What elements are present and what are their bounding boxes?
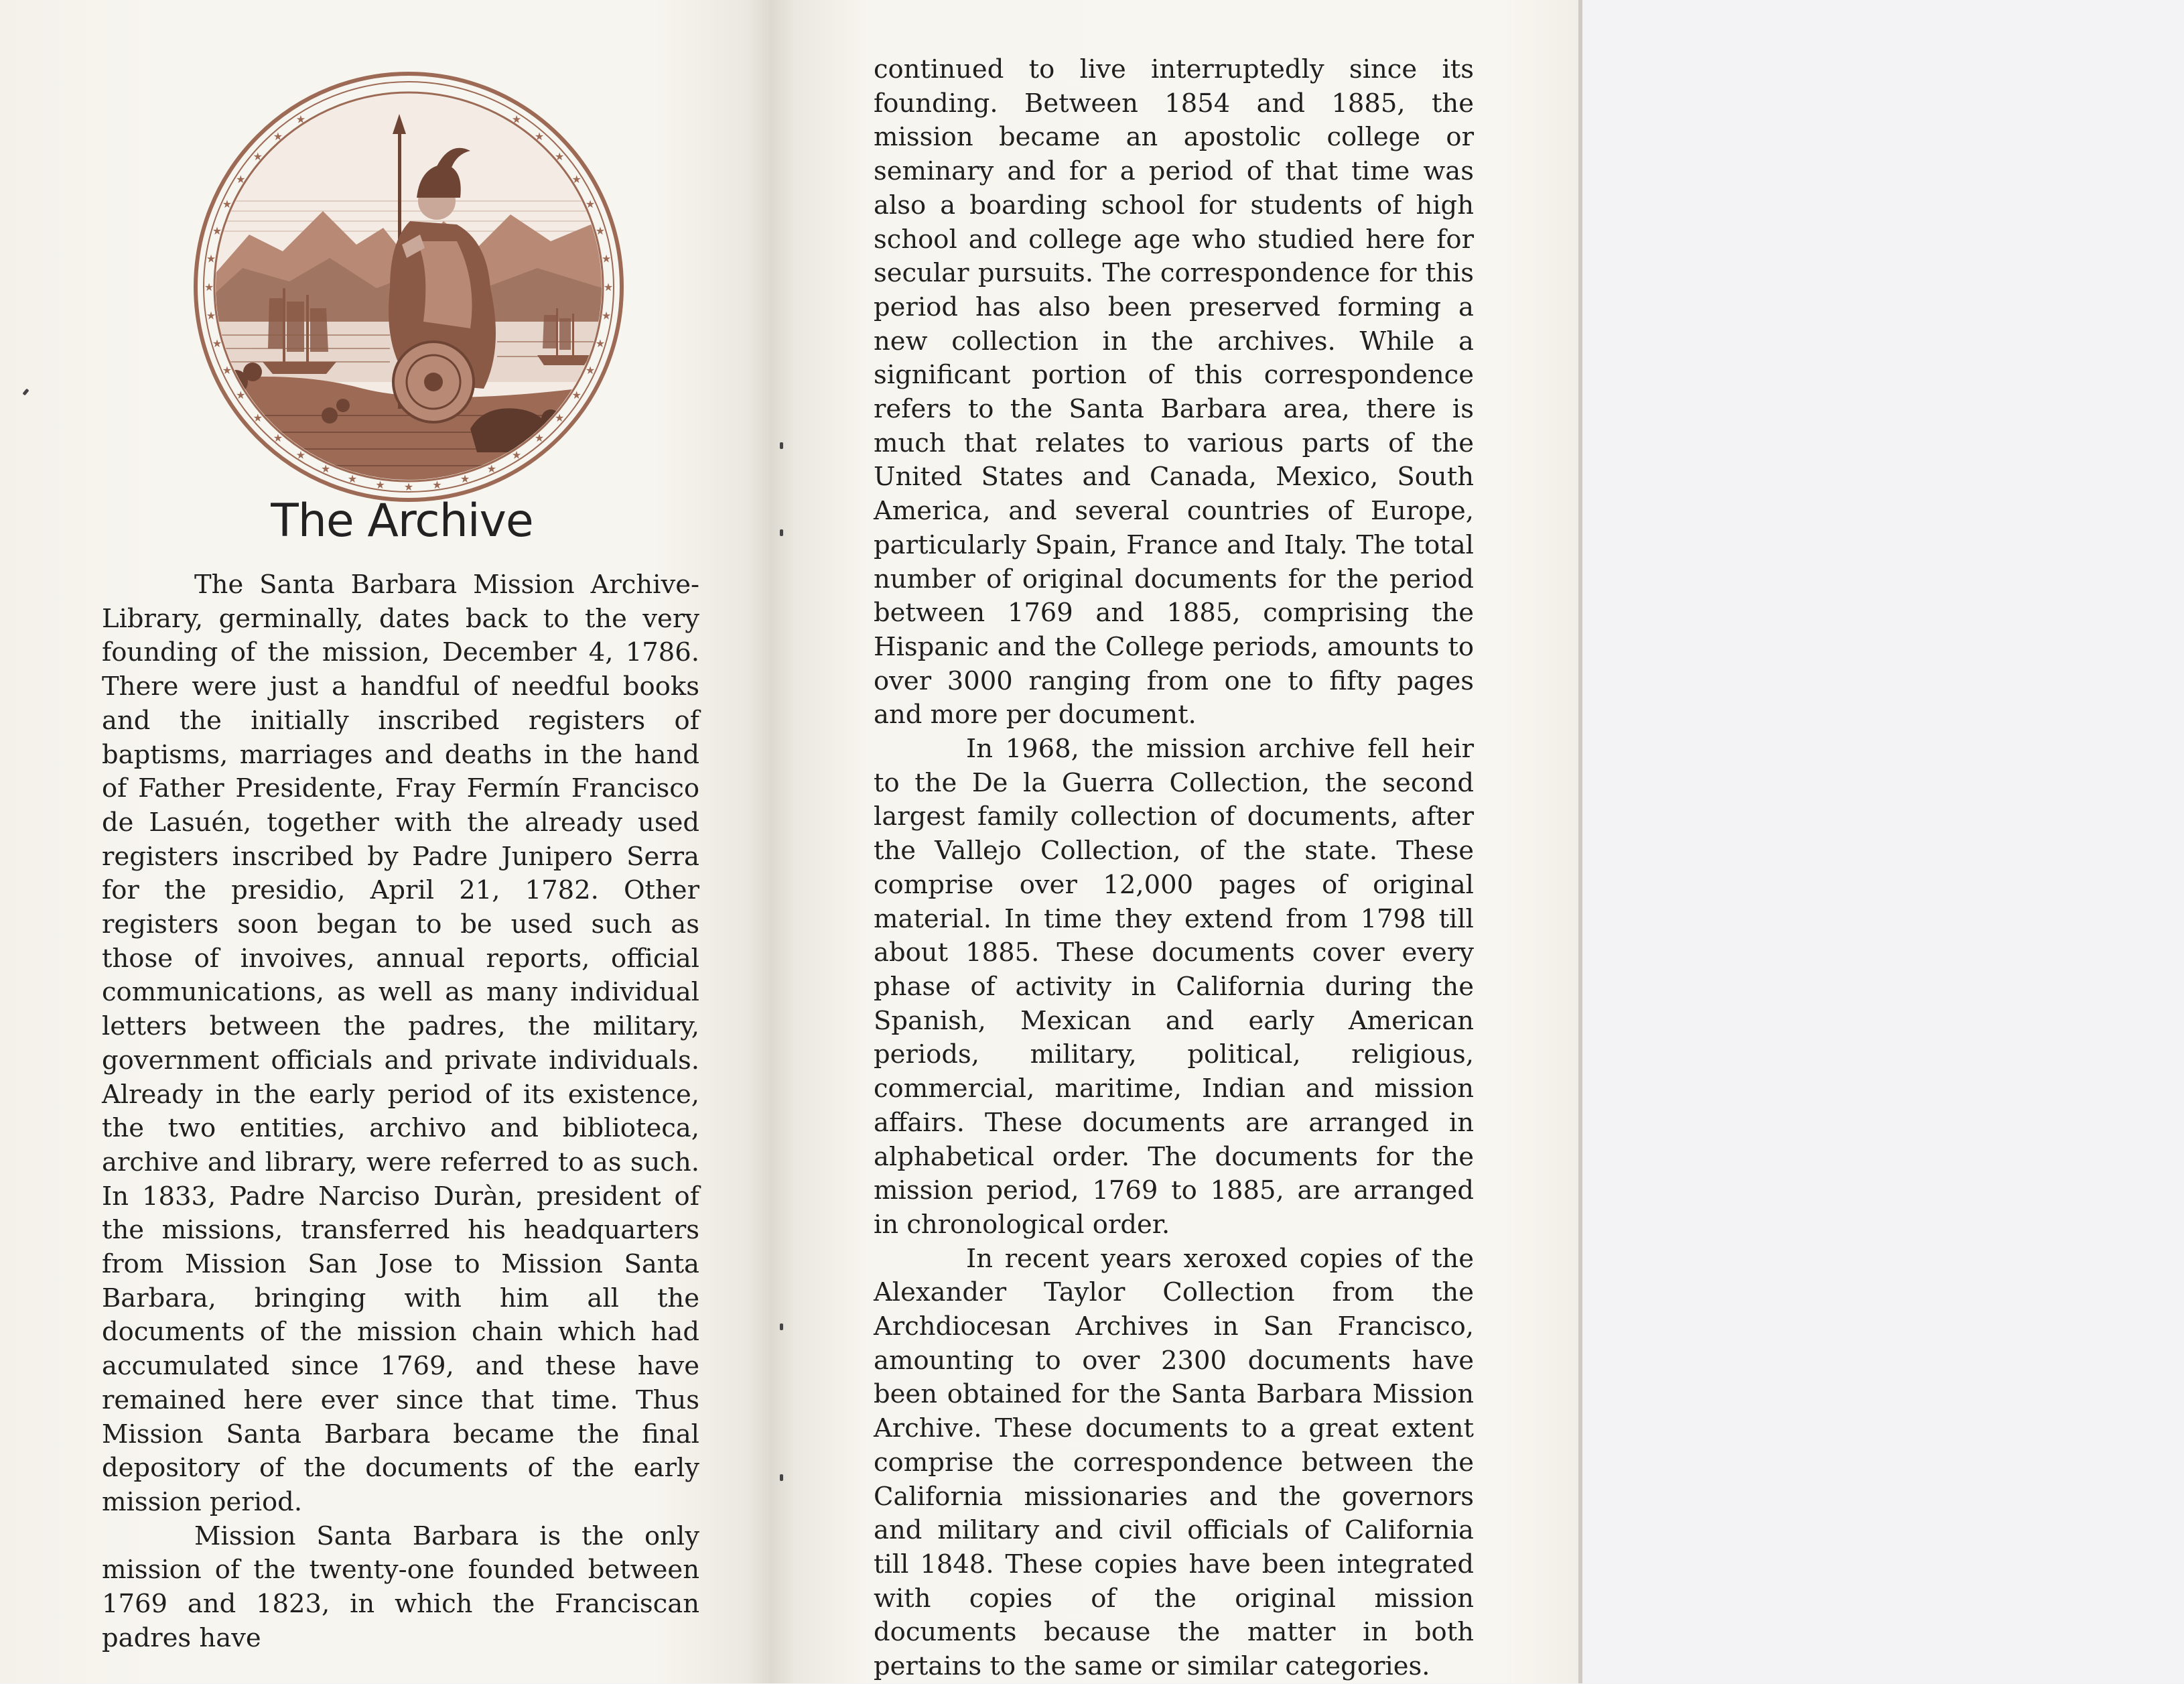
seal-star-icon: ★ (595, 337, 606, 350)
seal-star-icon: ★ (295, 448, 306, 462)
seal-star-icon: ★ (601, 309, 612, 322)
california-seal-icon (189, 67, 628, 507)
seal-star-icon: ★ (222, 198, 232, 211)
seal-star-icon: ★ (585, 363, 596, 377)
dust-speck (780, 1323, 783, 1330)
seal-star-icon: ★ (595, 224, 606, 237)
seal-star-icon: ★ (555, 411, 565, 425)
seal-star-icon: ★ (460, 472, 470, 485)
seal-star-icon: ★ (253, 411, 263, 425)
paragraph: In recent years xeroxed copies of the Alexander Taylor Collection from the Archdiocesan Archives in San Francisco, amounting to over 2300 documents have been obtained for the Santa Barbara Mission Archive. These documents to a great extent comprise the correspondence between the California missionaries and the governors and military and civil officials of California till 1848. These copies have been integrated with copies of the original mission documents because the matter in both pertains to the same or similar categories. (874, 1243, 1474, 1682)
seal-star-icon: ★ (603, 281, 614, 294)
dust-speck (780, 442, 783, 449)
seal-star-icon: ★ (273, 432, 283, 445)
paragraph: Mission Santa Barbara is the only mission of the twenty-one founded between 1769 and 1823, in which the Franciscan padres have (102, 1520, 699, 1653)
paragraph: In 1968, the mission archive fell heir to the De la Guerra Collection, the second largest family collection of documents, after the Vallejo Collection, of the state. These comprise over 12,000 pages of original material. In time they extend from 1798 till about 1885. These documents cover every phase of activity in California during the Spanish, Mexican and early American periods, military, political, religious, commercial, maritime, Indian and mission affairs. These documents are arranged in alphabetical order. The documents for the mission period, 1769 to 1885, are arranged in chronological order. (874, 734, 1474, 1240)
seal-star-icon: ★ (222, 363, 232, 377)
seal-star-icon: ★ (585, 198, 596, 211)
seal-star-icon: ★ (571, 389, 582, 402)
seal-star-icon: ★ (511, 113, 522, 126)
seal-star-icon: ★ (273, 129, 283, 143)
seal-star-icon: ★ (236, 172, 246, 186)
seal-star-icon: ★ (212, 224, 222, 237)
page-title: The Archive (271, 495, 533, 547)
seal-star-icon: ★ (534, 129, 545, 143)
page-edge (1578, 0, 1582, 1683)
seal-star-icon: ★ (571, 172, 582, 186)
seal-star-icon: ★ (206, 252, 216, 265)
seal-star-icon: ★ (295, 113, 306, 126)
seal-star-icon: ★ (511, 448, 522, 462)
seal-star-icon: ★ (534, 432, 545, 445)
seal-star-icon: ★ (253, 149, 263, 163)
seal-star-icon: ★ (601, 252, 612, 265)
seal-star-icon: ★ (212, 337, 222, 350)
seal-star-icon: ★ (486, 462, 496, 476)
seal-star-icon: ★ (403, 480, 414, 493)
seal-star-icon: ★ (204, 281, 214, 294)
seal-star-icon: ★ (321, 462, 331, 476)
scanner-background (1582, 0, 2184, 1683)
seal-star-icon: ★ (432, 478, 442, 491)
seal-star-icon: ★ (375, 478, 385, 491)
seal-star-icon: ★ (206, 309, 216, 322)
left-text-column (102, 568, 699, 1656)
seal-star-icon: ★ (555, 149, 565, 163)
right-text-column (874, 53, 1474, 1684)
seal-star-icon: ★ (347, 472, 358, 485)
seal-star-icon: ★ (236, 389, 246, 402)
dust-speck (780, 1474, 783, 1481)
dust-speck (780, 529, 783, 536)
paragraph: The Santa Barbara Mission Archive-Library, germinally, dates back to the very founding of the mission, December 4, 1786. There were just a handful of needful books and the initially inscribed registers of baptisms, marriages and deaths in the hand of Father Presidente, Fray Fermín Francisco de Lasuén, together with the already used registers inscribed by Padre Junipero Serra for the presidio, April 21, 1782. Other registers soon began to be used such as those of invoives, annual reports, official communications, as well as many individual letters between the padres, the military, government officials and private individuals. Already in the early period of its existence, the two entities, archivo and biblioteca, archive and library, were referred to as such. In 1833, Padre Narciso Duràn, president of the missions, transferred his headquarters from Mission San Jose to Mission Santa Barbara, bringing with him all the documents of the mission chain which had accumulated since 1769, and these have remained here ever since that time. Thus Mission Santa Barbara became the final depository of the documents of the early mission period. (102, 570, 699, 1517)
paragraph: continued to live interruptedly since its founding. Between 1854 and 1885, the mission became an apostolic college or seminary and for a period of that time was also a boarding school for students of high school and college age who studied here for secular pursuits. The correspondence for this period has also been preserved forming a new collection in the archives. While a significant portion of this correspondence refers to the Santa Barbara area, there is much that relates to various parts of the United States and Canada, Mexico, South America, and several countries of Europe, particularly Spain, France and Italy. The total number of original documents for the period between 1769 and 1885, comprising the Hispanic and the College periods, amounts to over 3000 ranging from one to fifty pages and more per document. (874, 54, 1474, 730)
